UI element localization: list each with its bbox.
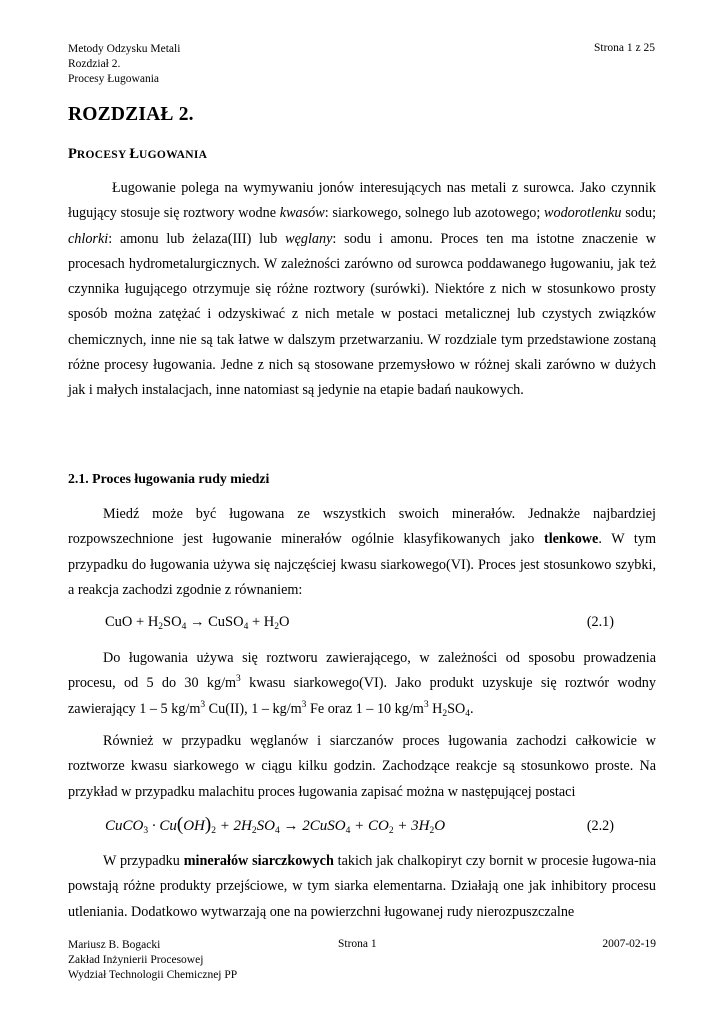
header-course: Metody Odzysku Metali — [68, 43, 181, 55]
paragraph-copper-leaching: Miedź może być ługowana ze wszystkich swoich minerałów. Jednakże najbardziej rozpowszechnione jest ługowanie minerałów ogólnie klasyfikowanych jako tlenkowe. W tym przypadku do ługowania używa się najczęściej kwasu siarkowego(VI). Proces jest stosunkowo szybki, a reakcja zachodzi zgodnie z równaniem: — [68, 506, 657, 598]
footer-page: Strona 1 — [338, 938, 377, 950]
footer-author-block — [68, 938, 237, 983]
running-header — [68, 42, 180, 87]
paragraph-carbonates: Również w przypadku węglanów i siarczanów proces ługowania zachodzi całkowicie w roztworze kwasu siarkowego w ciągu kilku godzin. Zachodzące reakcje są stosunkowo proste. Na przykład w przypadku malachitu proces ługowania zapisać można w następującej postaci — [68, 733, 656, 800]
equation-2-1: CuO + $H_2SO_4$ → CuSO$_4$ + $H_2O$ — [105, 614, 290, 632]
paragraph-sulfide-minerals: W przypadku minerałów siarczkowych takich jak chalkopiryt czy bornit w procesie ługowa-nia powstają różne produkty przejściowe, w tym siarka elementarna. Działają one jak inhibitory procesu utleniania. Dodatkowo wytwarzają one na powierzchni ługowanej rudy nierozpuszczalne — [68, 853, 657, 920]
equation-number-2-1: (2.1) — [586, 614, 614, 630]
paragraph-solution-composition: Do ługowania używa się roztworu zawierającego, w zależności od sposobu prowadzenia procesu, od 5 do 30 $kg/m^3$ kwasu siarkowego(VI). Jako produkt uzyskuje się roztwór wodny zawierający 1 – 5 $kg/m^3$ Cu(II), $1 - kg/m^3$ Fe oraz 1 – 10 $kg/m^3$ $H_2SO_4$. — [68, 650, 656, 719]
header-page-number: Strona 1 z 25 — [593, 42, 655, 54]
subsection-title: 2.1. Proces ługowania rudy miedzi — [68, 471, 270, 486]
chapter-title: ROZDZIAŁ 2. — [68, 104, 194, 125]
paragraph-intro: Ługowanie polega na wymywaniu jonów interesujących nas metali z surowca. Jako czynnik ługujący stosuje się roztwory wodne kwasów: siarkowego, solnego lub azotowego; wodorotlenku sodu; chlorki: amonu lub żelaza(III) lub węglany: sodu i amonu. Proces ten ma istotne znaczenie w procesach hydrometalurgicznych. W zależności zarówno od surowca poddawanego ługowaniu, jak też czynnika ługującego otrzymuje się różne roztwory (surówki). Niektóre z nich w stosunkowo prosty sposób można zatężać i odzyskiwać z nich metale w postaci metalicznej lub czystych związków chemicznych, inne nie są tak łatwe w dalszym przetwarzaniu. W rozdziale tym przedstawione zostaną różne procesy ługowania. Jedne z nich są stosowane przemysłowo w różnej skali zarówno w dużych jak i małych instalacjach, inne natomiast są jedynie na etapie badań naukowych. — [68, 180, 657, 399]
footer-department: Zakład Inżynierii Procesowej — [68, 954, 204, 966]
section-title: PROCESY ŁUGOWANIA — [68, 146, 208, 162]
footer-faculty: Wydział Technologii Chemicznej PP — [68, 969, 238, 981]
equation-2-2: CuCO$_3$ · $Cu(OH)_2 + 2H_2SO_4$ → 2CuSO$_4$ + $CO_2 + 3H_2O$ — [105, 814, 446, 836]
footer-date: 2007-02-19 — [602, 938, 656, 950]
header-topic: Procesy Ługowania — [68, 73, 160, 85]
header-chapter: Rozdział 2. — [68, 58, 121, 70]
footer-author: Mariusz B. Bogacki — [68, 939, 161, 951]
equation-number-2-2: (2.2) — [586, 818, 614, 834]
